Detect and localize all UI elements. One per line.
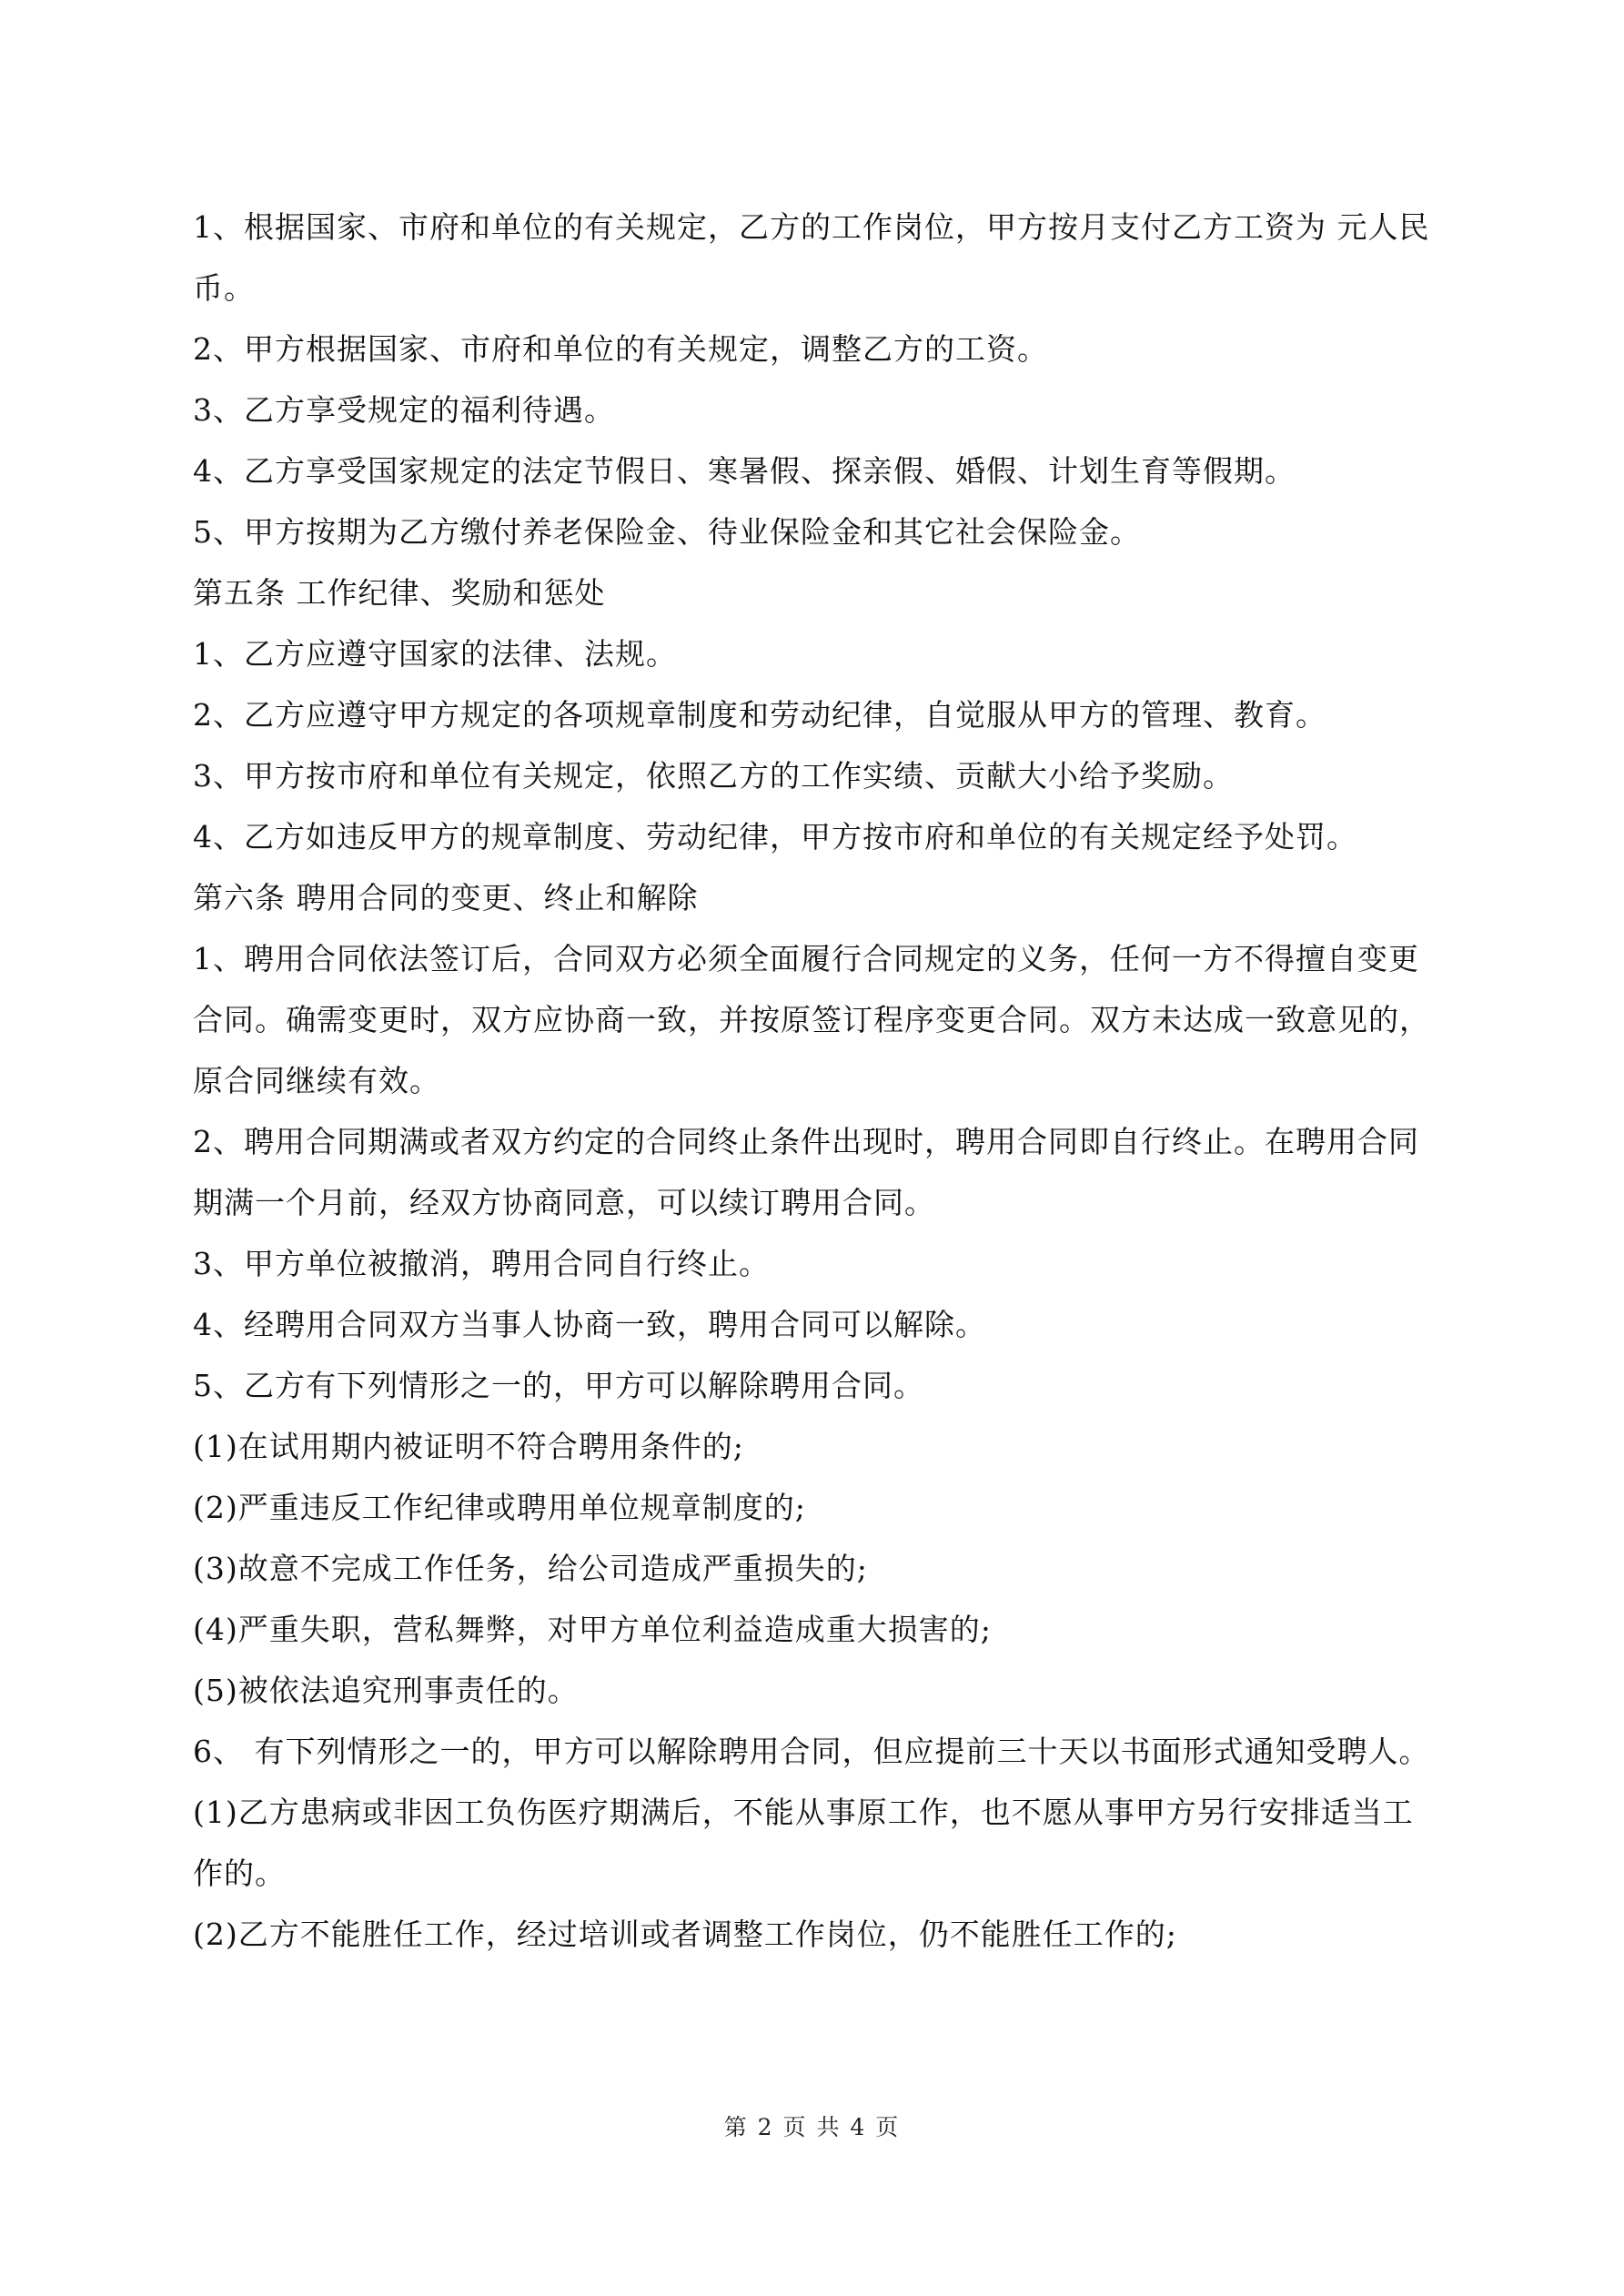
list-item-misconduct: (4)严重失职，营私舞弊，对甲方单位利益造成重大损害的; [193,1612,992,1647]
paragraph-obey-rules: 2、乙方应遵守甲方规定的各项规章制度和劳动纪律，自觉服从甲方的管理、教育。 [193,697,1326,733]
paragraph-rewards: 3、甲方按市府和单位有关规定，依照乙方的工作实绩、贡献大小给予奖励。 [193,758,1234,794]
paragraph-holidays: 4、乙方享受国家规定的法定节假日、寒暑假、探亲假、婚假、计划生育等假期。 [193,453,1296,489]
list-item-task-failure: (3)故意不完成工作任务，给公司造成严重损失的; [193,1551,868,1586]
list-item-probation: (1)在试用期内被证明不符合聘用条件的; [193,1429,744,1464]
list-item-incompetence: (2)乙方不能胜任工作，经过培训或者调整工作岗位，仍不能胜任工作的; [193,1917,1177,1952]
paragraph-salary-adjust: 2、甲方根据国家、市府和单位的有关规定，调整乙方的工资。 [193,331,1048,367]
paragraph-mutual-termination: 4、经聘用合同双方当事人协商一致，聘用合同可以解除。 [193,1307,986,1342]
paragraph-notice-termination: 6、 有下列情形之一的，甲方可以解除聘用合同，但应提前三十天以书面形式通知受聘人。 [193,1734,1430,1769]
paragraph-punishment: 4、乙方如违反甲方的规章制度、劳动纪律，甲方按市府和单位的有关规定经予处罚。 [193,819,1357,855]
list-item-discipline-violation: (2)严重违反工作纪律或聘用单位规章制度的; [193,1490,806,1525]
paragraph-unit-revoked: 3、甲方单位被撤消，聘用合同自行终止。 [193,1246,770,1281]
paragraph-contract-change: 1、聘用合同依法签订后，合同双方必须全面履行合同规定的义务，任何一方不得擅自变更合同。确需变更时，双方应协商一致，并按原签订程序变更合同。双方未达成一致意见的，原合同继续有效。 [193,941,1430,1098]
paragraph-contract-expiry: 2、聘用合同期满或者双方约定的合同终止条件出现时，聘用合同即自行终止。在聘用合同期满一个月前，经双方协商同意，可以续订聘用合同。 [193,1124,1419,1220]
paragraph-insurance: 5、甲方按期为乙方缴付养老保险金、待业保险金和其它社会保险金。 [193,514,1141,550]
paragraph-obey-law: 1、乙方应遵守国家的法律、法规。 [193,636,677,672]
paragraph-salary: 1、根据国家、市府和单位的有关规定，乙方的工作岗位，甲方按月支付乙方工资为 元人民币。 [193,209,1430,306]
list-item-illness: (1)乙方患病或非因工负伤医疗期满后，不能从事原工作，也不愿从事甲方另行安排适当工作的。 [193,1795,1414,1891]
section-heading-article-5: 第五条 工作纪律、奖励和惩处 [193,575,606,611]
page-number: 第 2 页 共 4 页 [723,2114,901,2140]
paragraph-termination-conditions: 5、乙方有下列情形之一的，甲方可以解除聘用合同。 [193,1368,924,1403]
section-heading-article-6: 第六条 聘用合同的变更、终止和解除 [193,880,699,915]
contract-body [193,197,1439,1965]
paragraph-welfare: 3、乙方享受规定的福利待遇。 [193,392,615,428]
list-item-criminal: (5)被依法追究刑事责任的。 [193,1673,579,1708]
